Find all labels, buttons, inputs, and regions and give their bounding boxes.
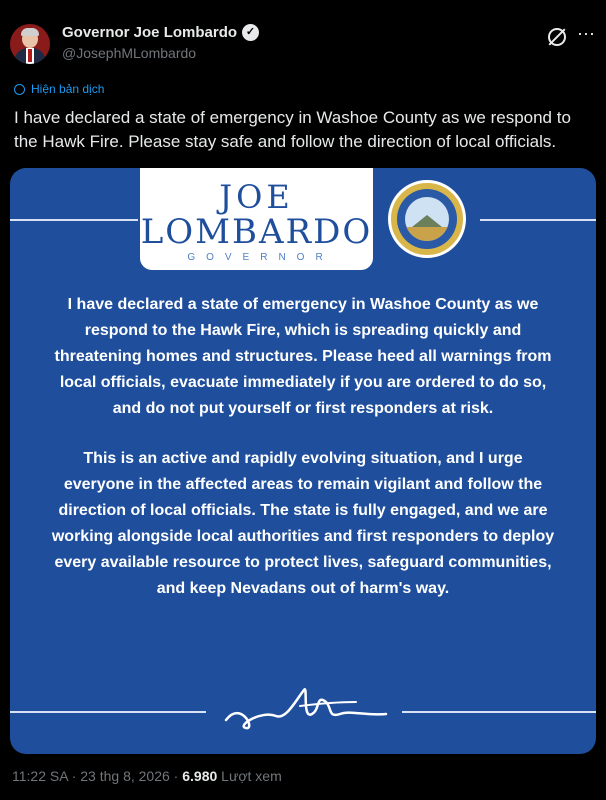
translate-label: Hiện bản dịch: [31, 82, 105, 96]
grok-icon[interactable]: [548, 28, 566, 46]
statement-paragraph-1: I have declared a state of emergency in Washoe County as we respond to the Hawk Fire, which is spreading quickly and threatening homes and structures. Please heed all warnings from local officials, evacuate immediately if you are ordered to do so, and do not put yourself or first responders at risk.: [54, 296, 552, 417]
statement-paragraph-2: This is an active and rapidly evolving situation, and I urge everyone in the affected areas to remain vigilant and follow the direction of local officials. The state is fully engaged, and we are working alongside local authorities and first responders to deploy every available resource to protect lives, safeguard communities, and keep Nevadans out of harm's way.: [51, 450, 555, 597]
verified-badge-icon: ✓: [242, 24, 259, 41]
tweet-header: [10, 14, 596, 66]
author-handle[interactable]: @JosephMLombardo: [62, 45, 197, 61]
author-display-name[interactable]: [62, 24, 259, 41]
translate-link[interactable]: [14, 82, 104, 96]
divider-line: [10, 219, 138, 221]
media-card[interactable]: [10, 168, 596, 754]
post-date[interactable]: 23 thg 8, 2026: [80, 768, 170, 784]
logo-subtitle: GOVERNOR: [187, 252, 334, 263]
more-icon[interactable]: ⋯: [577, 24, 596, 44]
governor-logo: [140, 168, 373, 270]
avatar[interactable]: [10, 24, 50, 64]
signature-icon: [216, 680, 396, 738]
logo-last-name: LOMBARDO: [140, 212, 373, 252]
divider-line: [10, 711, 206, 713]
divider-line: [480, 219, 596, 221]
tweet-footer: [12, 768, 282, 784]
globe-icon: [14, 84, 25, 95]
author-block[interactable]: [62, 24, 259, 61]
seal-icon: [388, 180, 466, 258]
tweet-text: I have declared a state of emergency in Washoe County as we respond to the Hawk Fire. Please stay safe and follow the direction of local officials.: [14, 108, 571, 151]
views-label: Lượt xem: [221, 768, 282, 784]
logo-first-name: JOE: [219, 178, 294, 216]
author-name-text: Governor Joe Lombardo: [62, 24, 238, 41]
views-count: 6.980: [182, 768, 218, 784]
statement-text: [50, 292, 556, 626]
divider-line: [402, 711, 596, 713]
separator: ·: [71, 768, 77, 784]
separator: ·: [173, 768, 179, 784]
post-time[interactable]: 11:22 SA: [12, 768, 68, 784]
